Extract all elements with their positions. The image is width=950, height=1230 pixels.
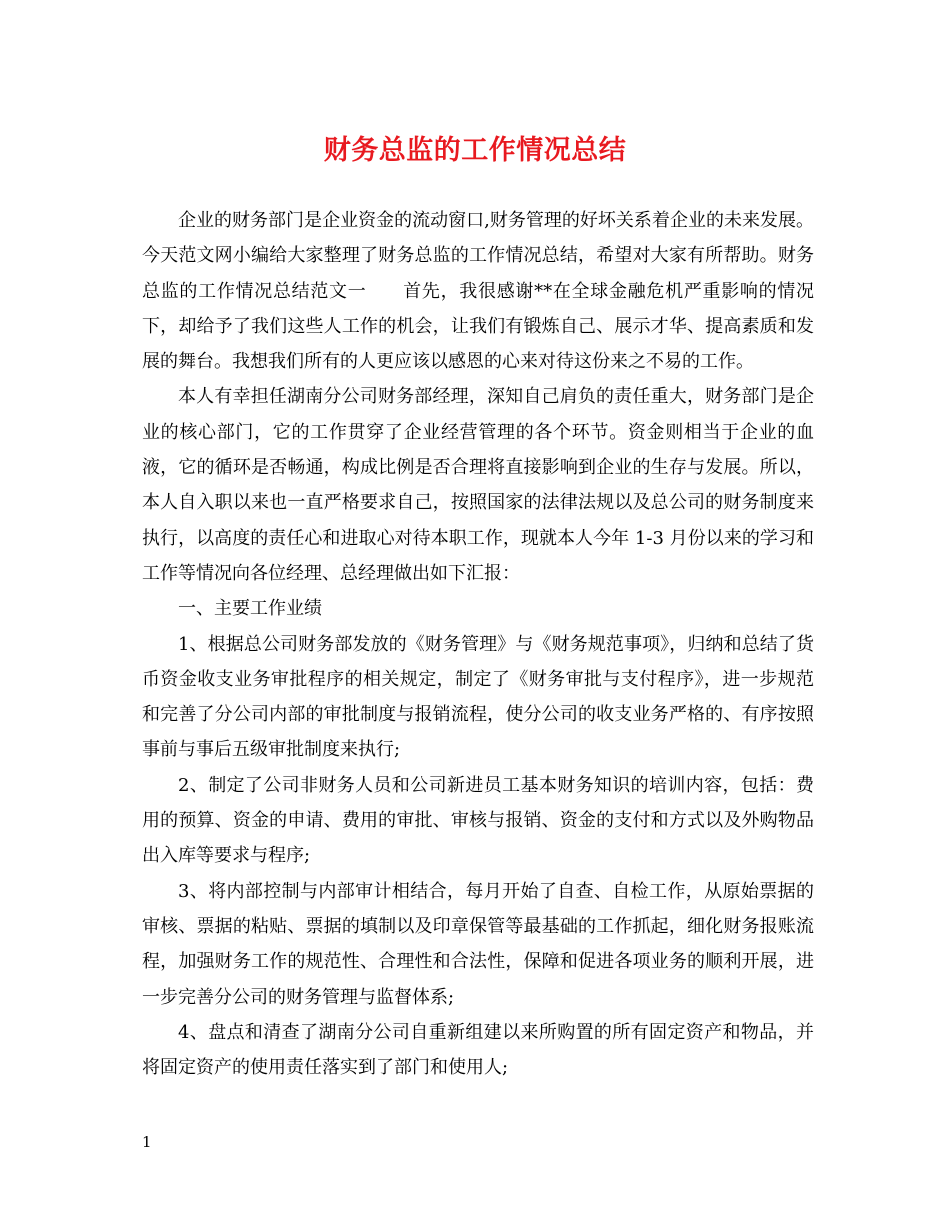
page-number: 1 <box>142 1133 152 1151</box>
section-heading-achievements: 一、主要工作业绩 <box>178 598 322 620</box>
intro-text-part1: 企业的财务部门是企业资金的流动窗口,财务管理的好坏关系着企业的未来发展。今天范文网小编给大家整理了财务总监的工作情况总结，希望对大家有所帮助。财务总监的工作情况总结范文一 <box>142 210 814 302</box>
list-item-3: 3、将内部控制与内部审计相结合，每月开始了自查、自检工作，从原始票据的审核、票据的粘贴、票据的填制以及印章保管等最基础的工作抓起，细化财务报账流程，加强财务工作的规范性、合理性和合法性，保障和促进各项业务的顺利开展，进一步完善分公司的财务管理与监督体系; <box>142 880 814 1008</box>
list-item-1: 1、根据总公司财务部发放的《财务管理》与《财务规范事项》，归纳和总结了货币资金收支业务审批程序的相关规定，制定了《财务审批与支付程序》，进一步规范和完善了分公司内部的审批制度与报销流程，使分公司的收支业务严格的、有序按照事前与事后五级审批制度来执行; <box>142 633 814 761</box>
paragraph-appointment: 本人有幸担任湖南分公司财务部经理，深知自己肩负的责任重大，财务部门是企业的核心部门，它的工作贯穿了企业经营管理的各个环节。资金则相当于企业的血液，它的循环是否畅通，构成比例是否合理将直接影响到企业的生存与发展。所以，本人自入职以来也一直严格要求自己，按照国家的法律法规以及总公司的财务制度来执行，以高度的责任心和进取心对待本职工作，现就本人今年 1-3 月份以来的学习和工作等情况向各位经理、总经理做出如下汇报： <box>142 386 814 584</box>
document-title: 财务总监的工作情况总结 <box>323 135 627 166</box>
list-item-4: 4、盘点和清查了湖南分公司自重新组建以来所购置的所有固定资产和物品，并将固定资产的使用责任落实到了部门和使用人; <box>142 1021 814 1079</box>
list-item-2: 2、制定了公司非财务人员和公司新进员工基本财务知识的培训内容，包括：费用的预算、资金的申请、费用的审批、审核与报销、资金的支付和方式以及外购物品出入库等要求与程序; <box>142 774 814 867</box>
document-body <box>142 203 814 1085</box>
intro-text-part2: 首先，我很感谢**在全球金融危机严重影响的情况下，却给予了我们这些人工作的机会，让我们有锻炼自己、展示才华、提高素质和发展的舞台。我想我们所有的人更应该以感恩的心来对待这份来之不易的工作。 <box>142 280 815 373</box>
intro-paragraph <box>142 203 814 379</box>
